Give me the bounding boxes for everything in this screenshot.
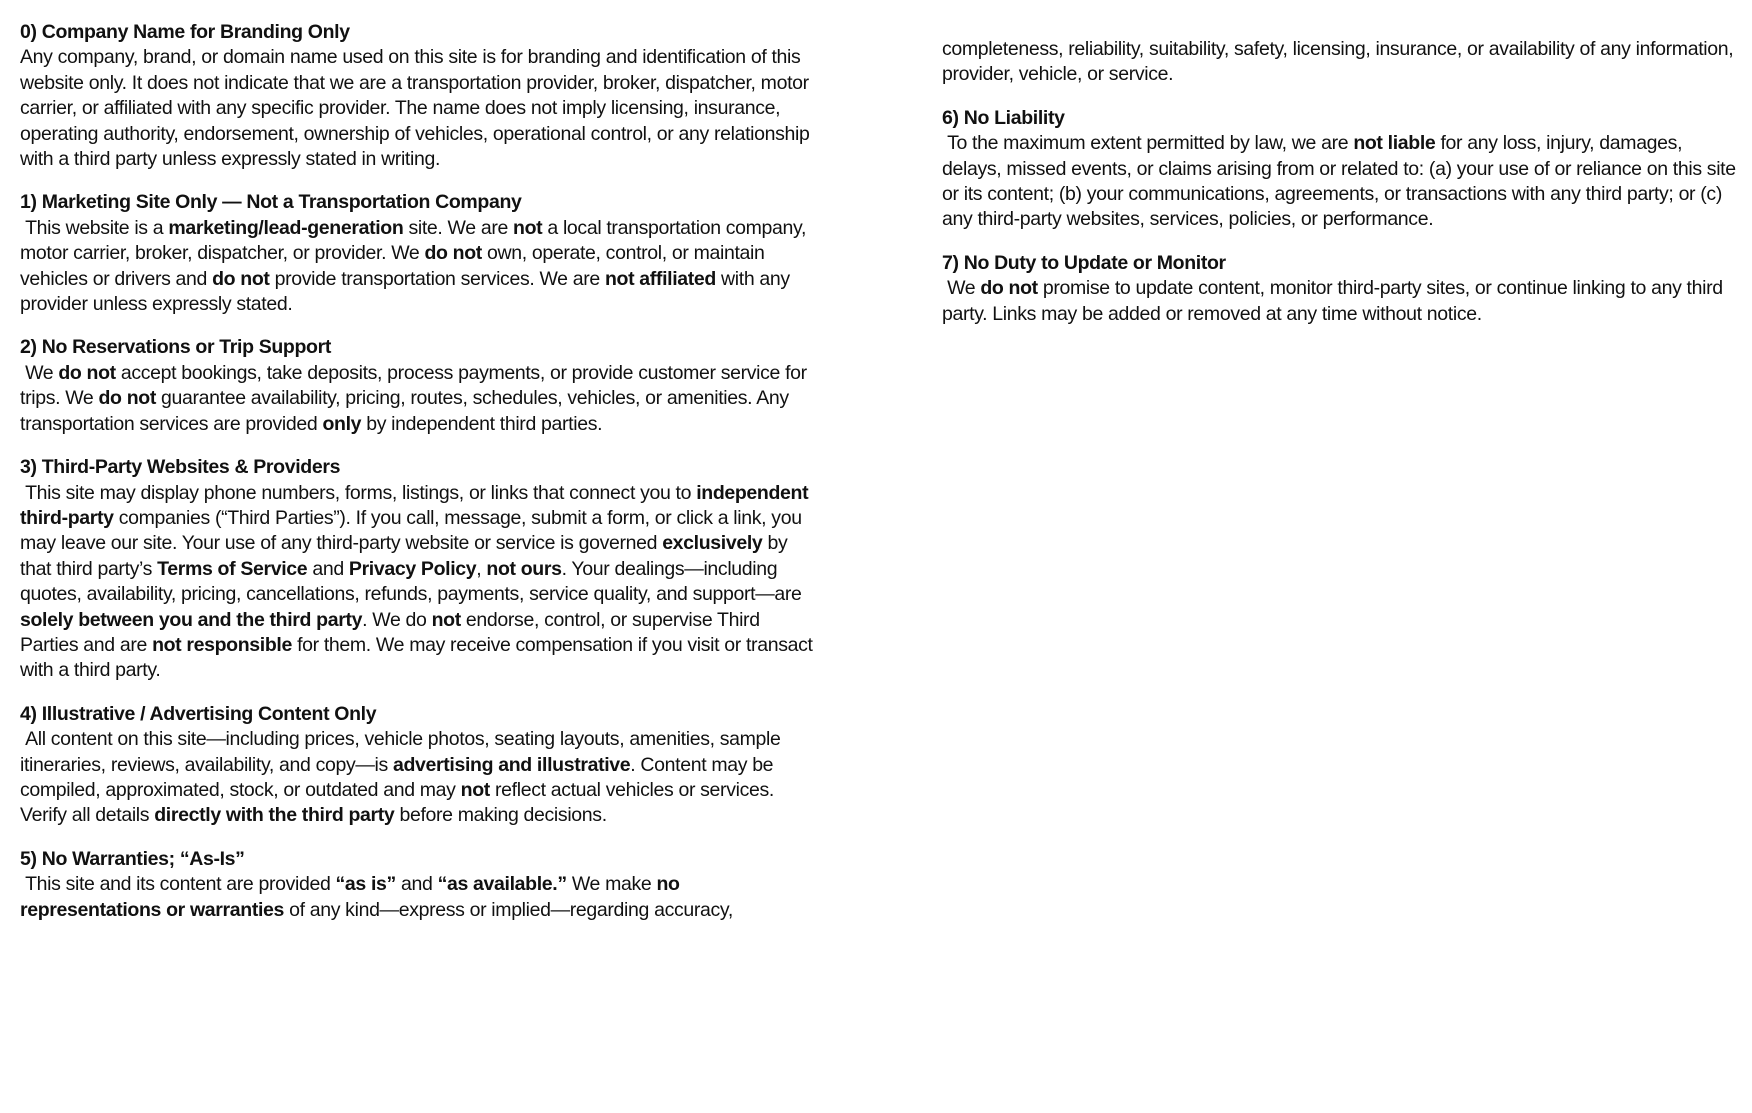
disclaimer-section xyxy=(20,847,820,923)
text-run: for them. We may receive compensation if you visit or transact with a third party. xyxy=(20,633,818,682)
text-run: a local transportation company, motor carrier, broker, dispatcher, or provider. We xyxy=(20,216,812,265)
disclaimer-section xyxy=(942,37,1742,88)
bold-text-run: do not xyxy=(212,267,270,290)
section-heading: 4) Illustrative / Advertising Content Only xyxy=(20,702,377,725)
bold-text-run: “as is” xyxy=(335,873,396,896)
text-run: . Your dealings—including quotes, availability, pricing, cancellations, refunds, payments, service quality, and support—are xyxy=(20,557,807,606)
section-body-continuation xyxy=(942,37,1742,88)
text-run: We xyxy=(942,277,981,300)
disclaimer-section xyxy=(942,251,1742,327)
bold-text-run: no representations or warranties xyxy=(20,873,685,921)
text-run: To the maximum extent permitted by law, we are xyxy=(942,132,1354,155)
bold-text-run: not ours xyxy=(486,557,562,580)
section-heading: 3) Third-Party Websites & Providers xyxy=(20,456,341,479)
text-run: Any company, brand, or domain name used on this site is for branding and identification of this website only. It does not indicate that we are a transportation provider, broker, dispatcher, motor carrier, or affiliated with any specific provider. The name does not imply licensing, insurance, operating authority, endorsement, ownership of vehicles, operational control, or any relationship with a third party unless expressly stated in writing. xyxy=(20,46,815,171)
disclaimer-section xyxy=(942,106,1742,233)
text-run: before making decisions. xyxy=(394,804,607,827)
bold-text-run: advertising and illustrative xyxy=(393,753,631,776)
section-body xyxy=(20,361,820,437)
text-run: of any kind—express or implied—regarding accuracy, xyxy=(284,898,733,921)
disclaimer-section xyxy=(20,455,820,684)
text-run: This website is a xyxy=(20,216,169,239)
text-run: guarantee availability, pricing, routes, schedules, vehicles, or amenities. Any transportation services are provided xyxy=(20,387,794,435)
text-run: reflect actual vehicles or services. Verify all details xyxy=(20,778,780,827)
bold-text-run: not responsible xyxy=(152,633,292,656)
text-run: by that third party’s xyxy=(20,532,793,580)
bold-text-run: solely between you and the third party xyxy=(20,608,363,631)
text-run: for any loss, injury, damages, delays, missed events, or claims arising from or related to: (a) your use of or reliance on this site or its content; (b) your communications, agreements, or transactions with any third party; or (c) any third-party websites, services, policies, or performance. xyxy=(942,132,1741,231)
bold-text-run: independent third-party xyxy=(20,481,814,529)
left-column xyxy=(20,20,820,1113)
bold-text-run: directly with the third party xyxy=(154,804,395,827)
bold-text-run: not xyxy=(513,216,543,239)
text-run: promise to update content, monitor third-party sites, or continue linking to any third party. Links may be added or removed at any time without notice. xyxy=(942,277,1728,325)
bold-text-run: do not xyxy=(980,277,1038,300)
bold-text-run: not xyxy=(431,608,461,631)
bold-text-run: marketing/lead-generation xyxy=(168,216,404,239)
disclaimer-section xyxy=(20,335,820,437)
text-run: This site and its content are provided xyxy=(20,873,336,896)
section-heading: 0) Company Name for Branding Only xyxy=(20,21,350,43)
section-heading: 6) No Liability xyxy=(942,106,1065,129)
bold-text-run: not xyxy=(460,778,490,801)
disclaimer-section xyxy=(20,702,820,829)
bold-text-run: do not xyxy=(58,361,116,384)
bold-text-run: only xyxy=(322,412,362,435)
text-run: endorse, control, or supervise Third Parties and are xyxy=(20,608,765,656)
bold-text-run: “as available.” xyxy=(437,873,567,896)
text-run: provide transportation services. We are xyxy=(269,267,605,290)
section-heading: 1) Marketing Site Only — Not a Transportation Company xyxy=(20,191,522,214)
section-body xyxy=(20,216,820,318)
bold-text-run: exclusively xyxy=(662,532,763,555)
section-body xyxy=(20,481,820,684)
text-run: All content on this site—including prices, vehicle photos, seating layouts, amenities, sample itineraries, reviews, availability, and copy—is xyxy=(20,728,786,776)
bold-text-run: do not xyxy=(98,387,156,410)
section-body xyxy=(942,131,1742,233)
text-run: site. We are xyxy=(403,216,514,239)
section-body xyxy=(20,45,820,172)
bold-text-run: Privacy Policy xyxy=(348,557,477,580)
text-run: We make xyxy=(566,873,657,896)
section-body xyxy=(20,727,820,829)
disclaimer-section xyxy=(20,20,820,172)
bold-text-run: not affiliated xyxy=(604,267,716,290)
text-run: accept bookings, take deposits, process payments, or provide customer service for trips. We xyxy=(20,361,812,410)
section-body xyxy=(20,872,820,923)
bold-text-run: not liable xyxy=(1353,132,1436,155)
section-heading: 7) No Duty to Update or Monitor xyxy=(942,251,1226,274)
disclaimer-section xyxy=(20,190,820,317)
text-run: companies (“Third Parties”). If you call, message, submit a form, or click a link, you may leave our site. Your use of any third-party website or service is governed xyxy=(20,506,807,555)
text-run: own, operate, control, or maintain vehicles or drivers and xyxy=(20,242,770,290)
text-run: . We do xyxy=(362,608,432,631)
section-body xyxy=(942,276,1742,327)
text-run: by independent third parties. xyxy=(361,412,603,435)
text-run: , xyxy=(476,557,487,580)
section-heading: 2) No Reservations or Trip Support xyxy=(20,336,331,359)
text-run: and xyxy=(395,873,438,896)
text-run: We xyxy=(20,361,59,384)
text-run: and xyxy=(307,557,349,580)
text-run: This site may display phone numbers, forms, listings, or links that connect you to xyxy=(20,481,697,504)
bold-text-run: Terms of Service xyxy=(157,557,308,580)
right-column xyxy=(942,20,1742,1113)
text-run: with any provider unless expressly stated. xyxy=(20,267,795,316)
text-run: . Content may be compiled, approximated, stock, or outdated and may xyxy=(20,753,779,801)
text-run: completeness, reliability, suitability, safety, licensing, insurance, or availability of any information, provider, vehicle, or service. xyxy=(942,38,1739,86)
bold-text-run: do not xyxy=(424,242,482,265)
section-heading: 5) No Warranties; “As-Is” xyxy=(20,847,245,870)
